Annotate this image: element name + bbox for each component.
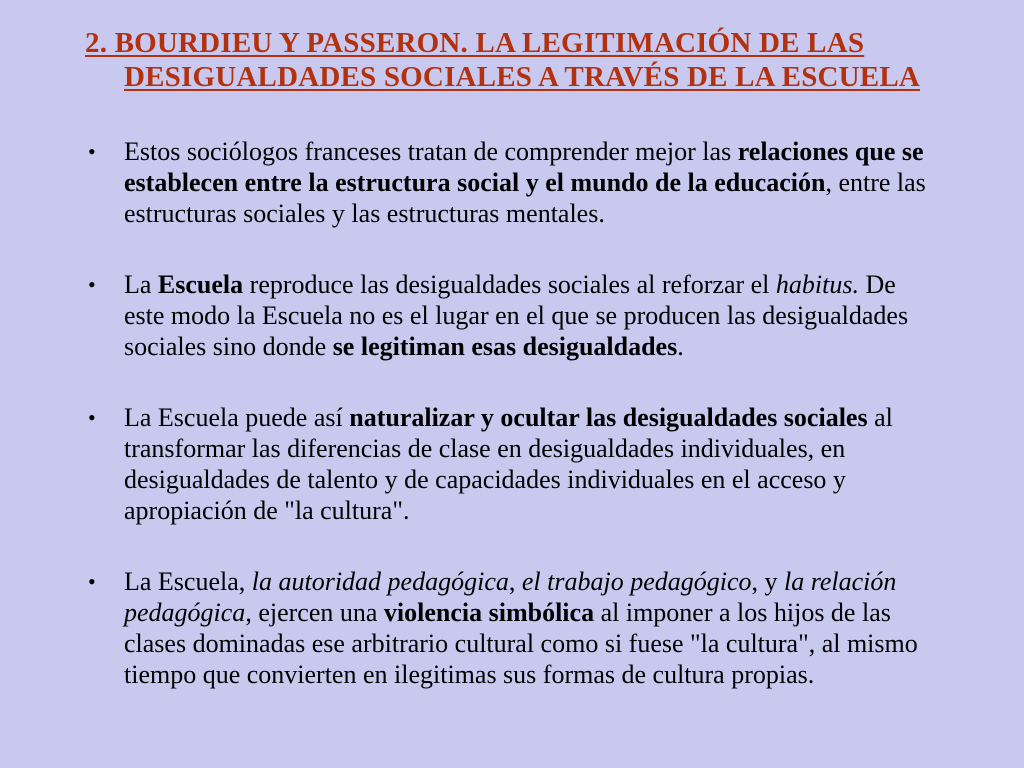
bullet-icon: • xyxy=(88,569,96,594)
bullet-icon: • xyxy=(88,405,96,430)
title-line-1: 2. BOURDIEU Y PASSERON. LA LEGITIMACIÓN DE LAS xyxy=(85,27,865,59)
bullet-item xyxy=(88,402,936,526)
bullet-icon: • xyxy=(88,139,96,164)
bullet-text: Estos sociólogos franceses tratan de comprender mejor las relaciones que se establecen entre la estructura social y el mundo de la educación, entre las estructuras sociales y las estructuras mentales. xyxy=(124,137,926,228)
bullet-text: La Escuela puede así naturalizar y ocultar las desigualdades sociales al transformar las diferencias de clase en desigualdades individuales, en desigualdades de talento y de capacidades individuales en el acceso y apropiación de "la cultura". xyxy=(124,403,893,525)
bullet-text: La Escuela, la autoridad pedagógica, el trabajo pedagógico, y la relación pedagógica, ejercen una violencia simbólica al imponer a los hijos de las clases dominadas ese arbitrario cultural como si fuese "la cultura", al mismo tiempo que convierten en ilegitimas sus formas de cultura propias. xyxy=(124,567,918,689)
slide-body xyxy=(0,136,1024,690)
bullet-item xyxy=(88,269,936,362)
bullet-item xyxy=(88,566,936,690)
title-line-2: DESIGUALDADES SOCIALES A TRAVÉS DE LA ESCUELA xyxy=(124,61,921,93)
slide-title xyxy=(85,26,994,94)
bullet-icon: • xyxy=(88,272,96,297)
bullet-text: La Escuela reproduce las desigualdades sociales al reforzar el habitus. De este modo la Escuela no es el lugar en el que se producen las desigualdades sociales sino donde se legitiman esas desigualdades. xyxy=(124,270,909,361)
bullet-item xyxy=(88,136,936,229)
